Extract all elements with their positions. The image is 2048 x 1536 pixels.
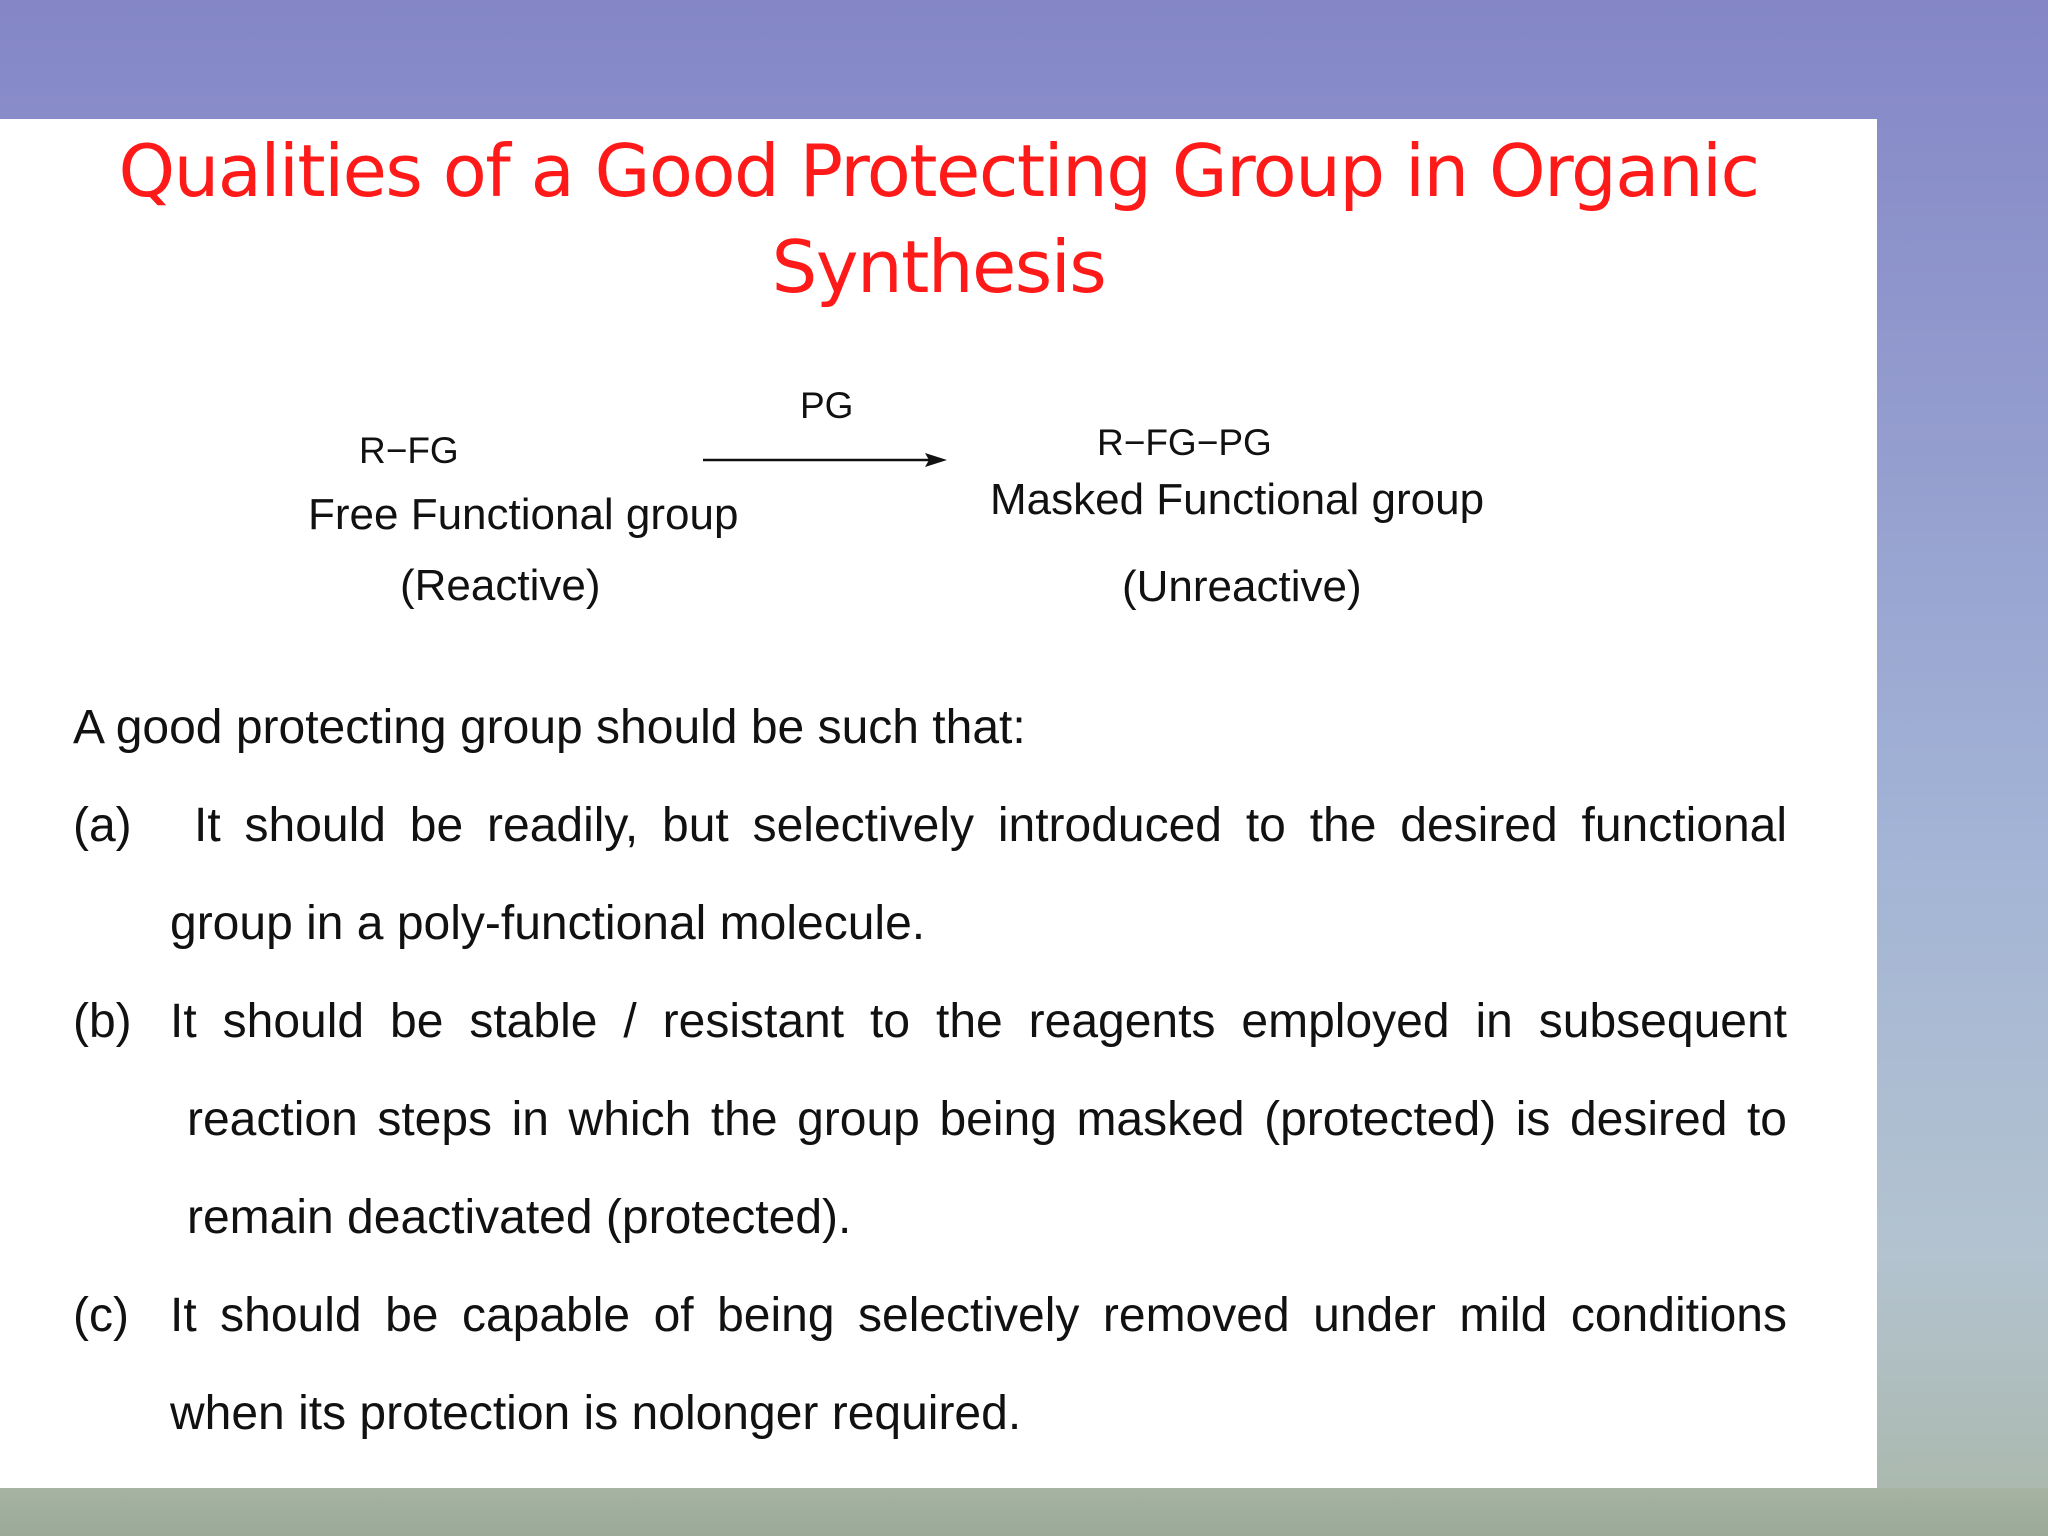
- reagent-label: PG: [800, 385, 854, 426]
- reaction-arrow: [703, 450, 947, 470]
- list-item-marker: (c): [73, 1289, 129, 1342]
- list-item-marker: (b): [73, 995, 132, 1048]
- list-item-text: It should be capable of being selectively removed under mild conditions when its protection is nolonger required.: [170, 1289, 1787, 1440]
- reaction-scheme: [0, 119, 1877, 639]
- reactant-label: Free Functional group: [308, 490, 739, 539]
- list-item: [73, 777, 1787, 973]
- reactant-formula: R−FG: [359, 430, 459, 471]
- slide-canvas: [0, 119, 1877, 1488]
- list-item-text: It should be readily, but selectively introduced to the desired functional group in a poly-functional molecule.: [170, 799, 1787, 950]
- slide-title-line-2: Synthesis: [771, 225, 1106, 309]
- list-item: [73, 1267, 1787, 1463]
- bottom-band: [0, 1488, 2048, 1536]
- intro-text: A good protecting group should be such that:: [73, 701, 1026, 754]
- product-formula: R−FG−PG: [1097, 422, 1272, 463]
- list-item: [73, 973, 1787, 1267]
- list-item-text: It should be stable / resistant to the reagents employed in subsequent reaction steps in which the group being masked (protected) is desired to remain deactivated (protected).: [170, 995, 1787, 1244]
- reactant-note: (Reactive): [400, 561, 601, 610]
- product-label: Masked Functional group: [990, 475, 1485, 524]
- slide-title-line-1: Qualities of a Good Protecting Group in Organic: [118, 129, 1759, 213]
- product-note: (Unreactive): [1122, 562, 1362, 611]
- list-item-marker: (a): [73, 799, 132, 852]
